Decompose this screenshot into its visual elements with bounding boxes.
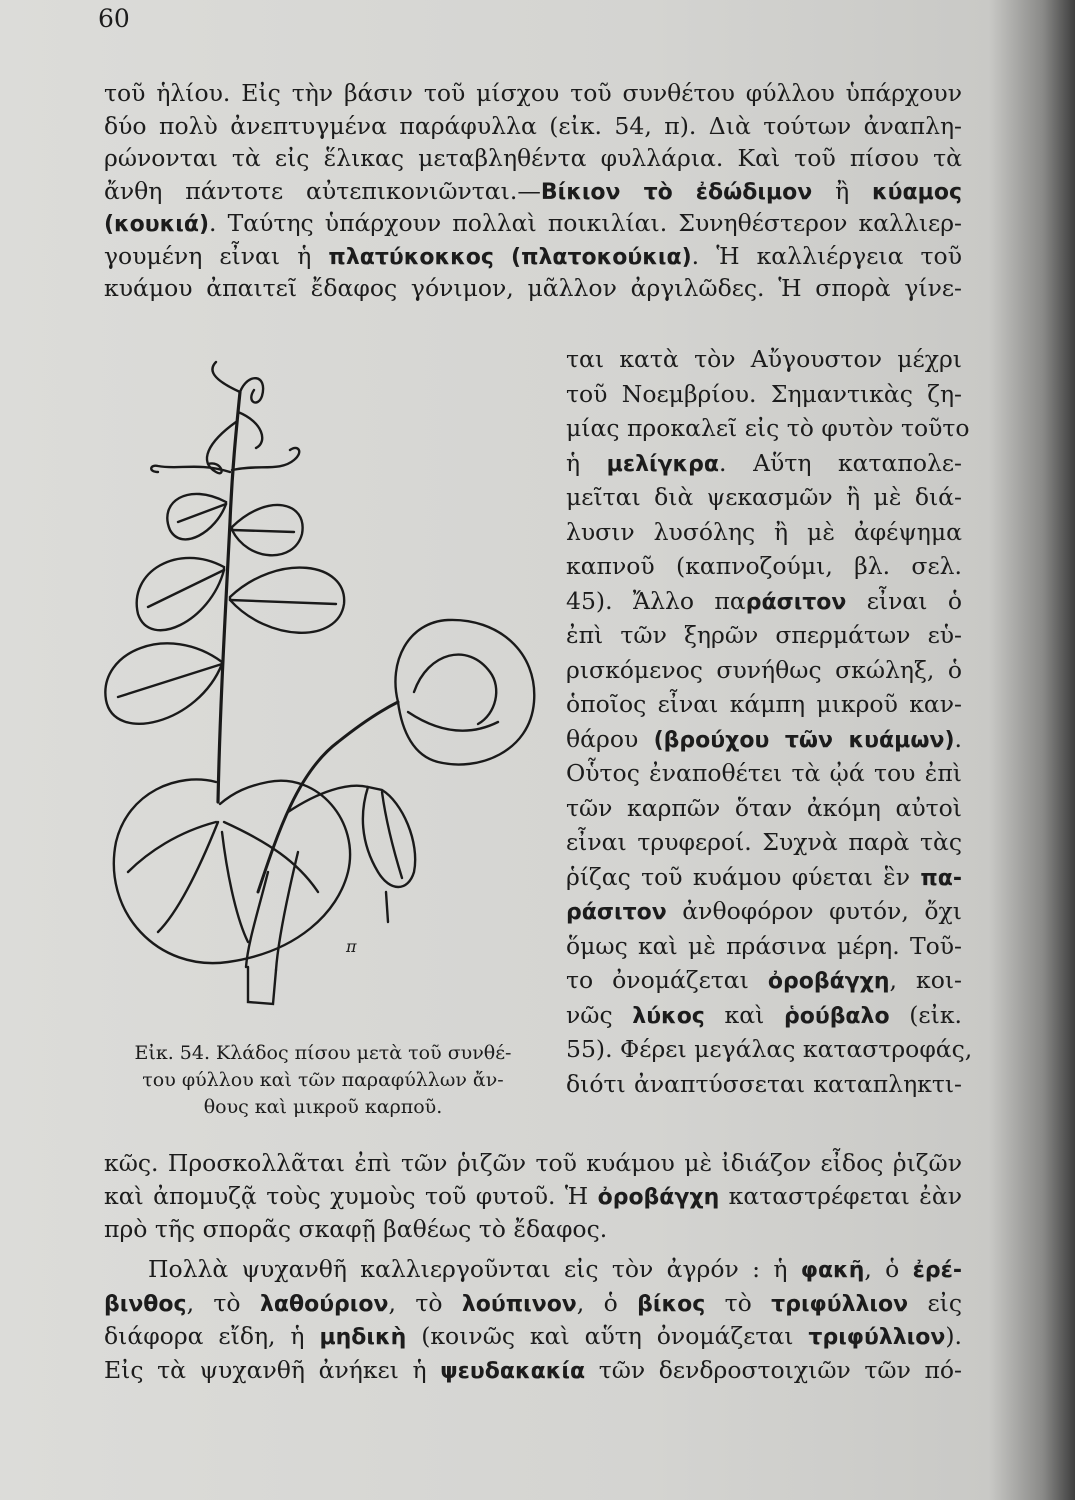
bold-term: ράσιτον xyxy=(566,900,667,925)
text-line: (κουκιά). Ταύτης ὑπάρχουν πολλαὶ ποικιλίαι. Συνηθέστερον καλλιερ- xyxy=(104,209,962,237)
bold-term: τριφύλλιον xyxy=(808,1325,946,1350)
text-line: εἶναι τρυφεροί. Συχνὰ παρὰ τὰς xyxy=(566,828,962,856)
bold-term: βινθος xyxy=(104,1291,187,1317)
caption-line: θους καὶ μικροῦ καρποῦ. xyxy=(203,1096,443,1118)
text-line: κῶς. Προσκολλᾶται ἐπὶ τῶν ῥιζῶν τοῦ κυάμου μὲ ἰδιάζον εἶδος ῥιζῶν xyxy=(104,1149,962,1177)
text-line: το ὀνομάζεται ὀροβάγχη, κοι- xyxy=(566,966,962,994)
pea-branch-illustration xyxy=(98,352,558,1032)
bold-term: ἐρέ- xyxy=(912,1258,962,1283)
bold-term: ψευδακακία xyxy=(440,1358,586,1384)
bold-term: τριφύλλιον xyxy=(771,1291,909,1317)
caption-line: του φύλλου καὶ τῶν παραφύλλων ἄν- xyxy=(142,1069,504,1091)
text-line: δύο πολὺ ἀνεπτυγμένα παράφυλλα (εἰκ. 54, π). Διὰ τούτων ἀναπλη- xyxy=(104,111,962,140)
text-line: ῥίζας τοῦ κυάμου φύεται ἓν πα- xyxy=(566,862,962,891)
text-line: καὶ ἀπομυζᾷ τοὺς χυμοὺς τοῦ φυτοῦ. Ἡ ὀροβάγχη καταστρέφεται ἐὰν xyxy=(104,1182,962,1210)
bold-term: φακῆ xyxy=(800,1258,865,1283)
text-line: νῶς λύκος καὶ ῥούβαλο (εἰκ. xyxy=(566,1000,962,1029)
bold-term: (βρούχου τῶν κυάμων) xyxy=(653,727,955,753)
text-line: λυσιν λυσόλης ἢ μὲ ἀφέψημα xyxy=(566,517,962,546)
text-line: Εἰς τὰ ψυχανθῆ ἀνήκει ἡ ψευδακακία τῶν δενδροστοιχιῶν τῶν πό- xyxy=(104,1355,963,1384)
bold-term: λούπινον xyxy=(461,1291,577,1317)
text-line: ὁποῖος εἶναι κάμπη μικροῦ καν- xyxy=(566,690,962,718)
text-line: ἄνθη πάντοτε αὐτεπικονιῶνται.—Βίκιον τὸ ἐδώδιμον ἢ κύαμος xyxy=(104,176,962,205)
text-line: θάρου (βρούχου τῶν κυάμων). xyxy=(566,724,962,753)
bold-term: ὀροβάγχη xyxy=(597,1185,720,1210)
bold-term: ῥούβαλο xyxy=(783,1003,890,1029)
text-line: βινθος, τὸ λαθούριον, τὸ λούπινον, ὁ βίκος τὸ τριφύλλιον εἰς xyxy=(104,1288,963,1317)
text-line: ράσιτον ἀνθοφόρον φυτόν, ὄχι xyxy=(566,897,962,925)
bold-term: λαθούριον xyxy=(259,1291,389,1317)
text-line: τοῦ ἡλίου. Εἰς τὴν βάσιν τοῦ μίσχου τοῦ συνθέτου φύλλου ὑπάρχουν xyxy=(104,79,962,107)
text-line: μεῖται διὰ ψεκασμῶν ἢ μὲ διά- xyxy=(566,483,962,511)
text-line: ἐπὶ τῶν ξηρῶν σπερμάτων εὑ- xyxy=(566,621,962,649)
text-line: ται κατὰ τὸν Αὔγουστον μέχρι xyxy=(566,345,962,373)
bold-term: πα- xyxy=(920,865,962,891)
text-line: διάφορα εἴδη, ἡ μηδικὴ (κοινῶς καὶ αὕτη ὀνομάζεται τριφύλλιον). xyxy=(104,1322,962,1350)
text-line: τῶν καρπῶν ὅταν ἀκόμη αὐτοὶ xyxy=(566,793,962,822)
text-line: 45). Ἄλλο παράσιτον εἶναι ὁ xyxy=(566,586,962,615)
text-line: καπνοῦ (καπνοζούμι, βλ. σελ. xyxy=(566,552,962,580)
text-line: Πολλὰ ψυχανθῆ καλλιεργοῦνται εἰς τὸν ἀγρόν : ἡ φακῆ, ὁ ἐρέ- xyxy=(148,1255,962,1283)
bold-term: λύκος xyxy=(632,1003,705,1029)
text-line: γουμένη εἶναι ἡ πλατύκοκκος (πλατοκούκια). Ἡ καλλιέργεια τοῦ xyxy=(104,241,962,270)
text-line: ἡ μελίγκρα. Αὕτη καταπολε- xyxy=(566,448,962,477)
text-line: ὅμως καὶ μὲ πράσινα μέρη. Τοῦ- xyxy=(566,931,962,960)
figure-label: π xyxy=(346,937,357,956)
bold-term: κύαμος xyxy=(872,179,962,205)
text-line: ρισκόμενος συνήθως σκώληξ, ὁ xyxy=(566,655,962,684)
text-line: 55). Φέρει μεγάλας καταστροφάς, xyxy=(566,1035,973,1063)
text-line: τοῦ Νοεμβρίου. Σημαντικὰς ζη- xyxy=(566,379,962,408)
caption-line: Εἰκ. 54. Κλάδος πίσου μετὰ τοῦ συνθέ- xyxy=(134,1042,512,1064)
bold-term: βίκος xyxy=(637,1291,706,1317)
bold-term: (κουκιά) xyxy=(104,212,210,237)
bold-term: μελίγκρα xyxy=(606,451,720,477)
text-line: κυάμου ἀπαιτεῖ ἔδαφος γόνιμον, μᾶλλον ἀργιλῶδες. Ἡ σπορὰ γίνε- xyxy=(104,274,962,302)
text-line: διότι ἀναπτύσσεται καταπληκτι- xyxy=(566,1069,962,1098)
bold-term: ράσιτον xyxy=(745,589,847,615)
bold-term: μηδικὴ xyxy=(319,1325,407,1350)
bold-term: (πλατοκούκια) xyxy=(511,244,692,270)
bold-term: πλατύκοκκος xyxy=(328,244,494,270)
page-number: 60 xyxy=(98,4,130,33)
text-line: μίας προκαλεῖ εἰς τὸ φυτὸν τοῦτο xyxy=(566,414,970,442)
text-line: πρὸ τῆς σπορᾶς σκαφῇ βαθέως τὸ ἔδαφος. xyxy=(104,1215,608,1243)
text-line: ρώνονται τὰ εἰς ἕλικας μεταβληθέντα φυλλάρια. Καὶ τοῦ πίσου τὰ xyxy=(104,144,962,172)
bold-term: ὀροβάγχη xyxy=(767,969,890,994)
bold-term: Βίκιον τὸ ἐδώδιμον xyxy=(540,179,813,205)
text-line: Οὗτος ἐναποθέτει τὰ ᾠά του ἐπὶ xyxy=(566,759,962,787)
